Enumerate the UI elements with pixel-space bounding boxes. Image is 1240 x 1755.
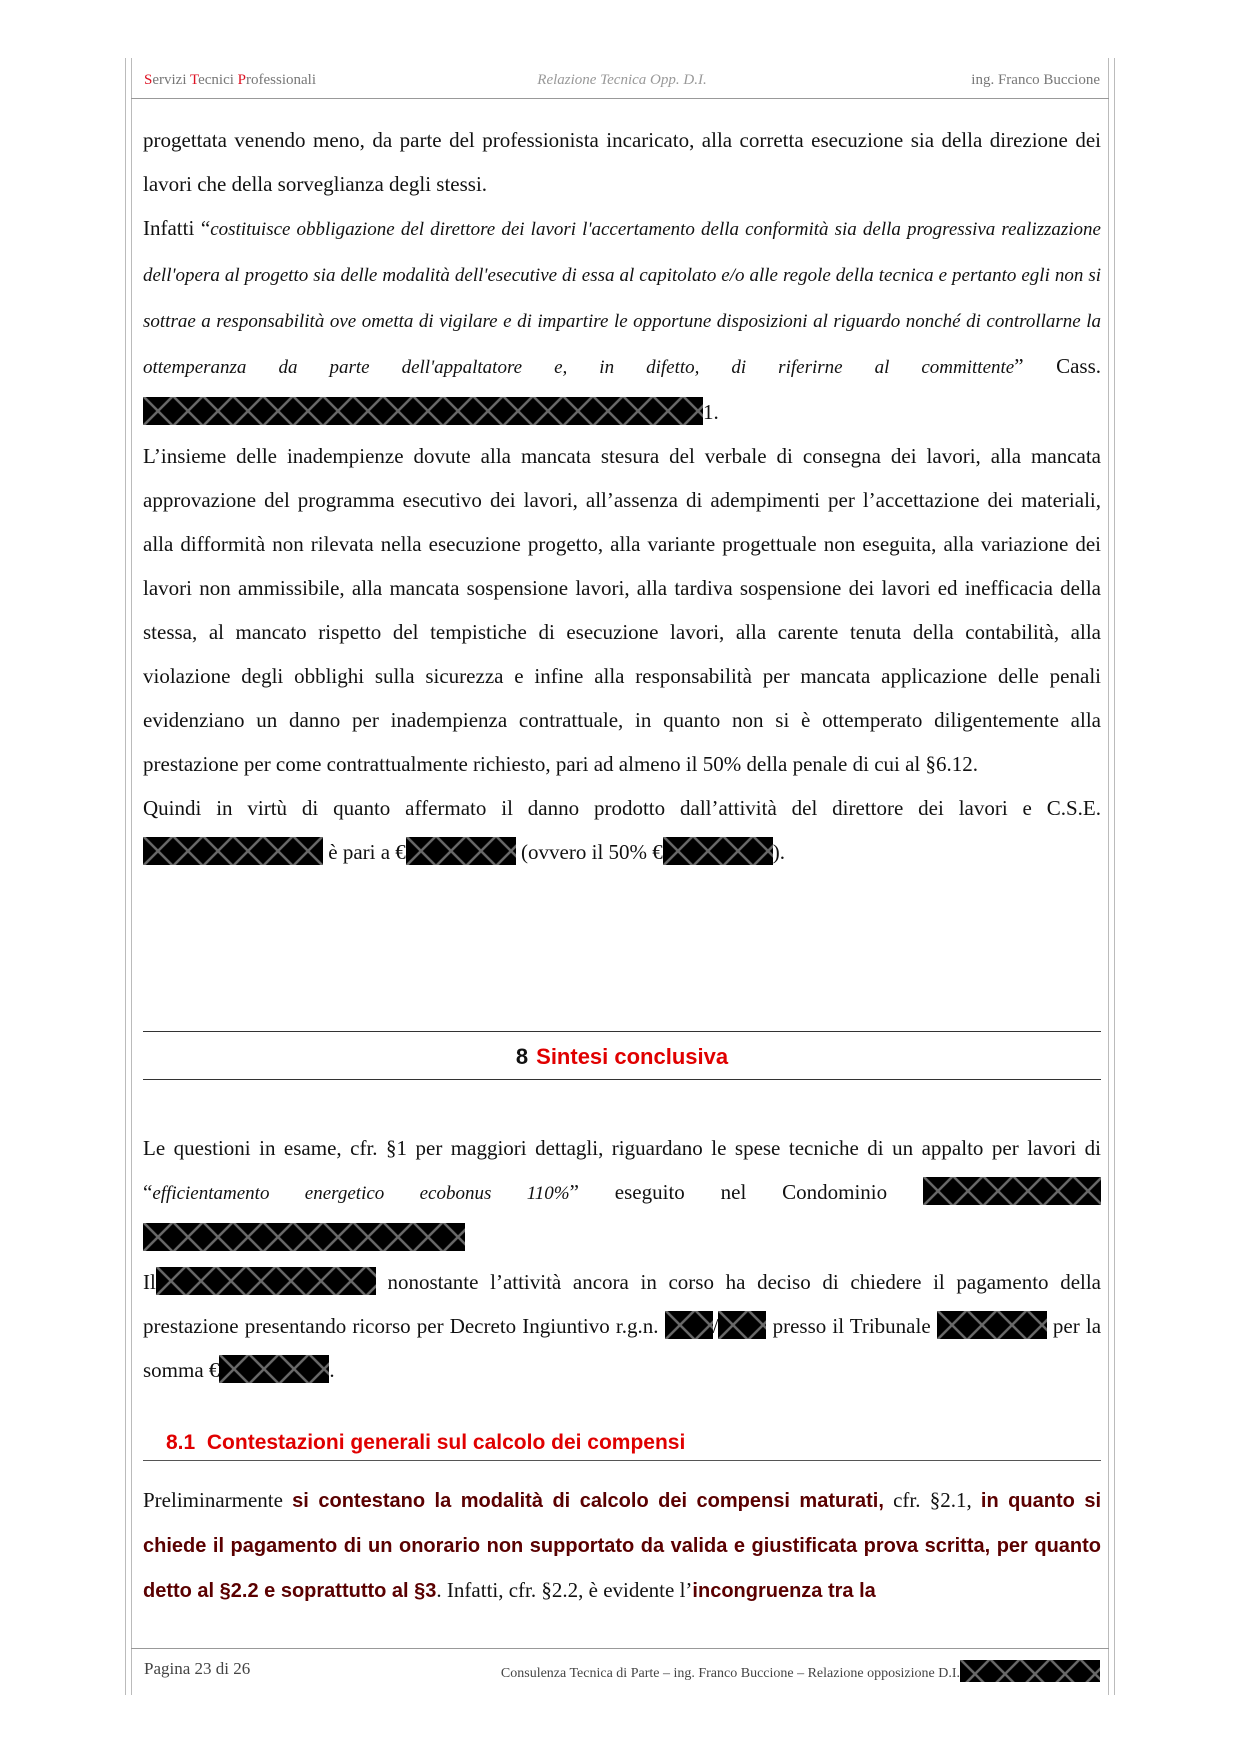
redaction — [665, 1311, 713, 1339]
footer-page-number: Pagina 23 di 26 — [144, 1659, 251, 1678]
quote: costituisce obbligazione del direttore dei lavori l'accertamento della conformità sia della progressiva realizzazione dell'opera al progetto sia delle modalità dell'esecutive di essa al capitolato e/o alle regole della tecnica e pertanto egli non si sottrae a responsabilità ove ometta di vigilare e di impartire le opportune disposizioni al riguardo nonché di controllarne la ottemperanza da parte dell'appaltatore e, in difetto, di riferirne al committente — [143, 219, 1101, 378]
subsection-rule — [143, 1460, 1101, 1461]
header-author: ing. Franco Buccione — [971, 72, 1100, 88]
redaction — [937, 1311, 1047, 1339]
redaction — [143, 1223, 465, 1251]
paragraph: Il nonostante l’attività ancora in corso ha deciso di chiedere il pagamento della prestazione presentando ricorso per Decreto Ingiuntivo r.g.n. / presso il Tribunale per la somma € . — [143, 1260, 1101, 1392]
redaction — [663, 837, 773, 865]
redaction — [219, 1355, 329, 1383]
footer-document-info: Consulenza Tecnica di Parte – ing. Franco Buccione – Relazione opposizione D.I. — [501, 1660, 1100, 1682]
redaction — [718, 1311, 766, 1339]
section8-body — [143, 1126, 1101, 1392]
subsection-heading: 8.1 Contestazioni generali sul calcolo dei compensi — [166, 1431, 686, 1454]
header-company: Servizi Tecnici Professionali — [144, 72, 316, 88]
footer-rule — [131, 1648, 1109, 1649]
section-rule-bottom — [143, 1079, 1101, 1080]
paragraph: Preliminarmente si contestano la modalità di calcolo dei compensi maturati, cfr. §2.1, in quanto si chiede il pagamento di un onorario non supportato da valida e giustificata prova scritta, per quanto detto al §2.2 e soprattutto al §3. Infatti, cfr. §2.2, è evidente l’incongruenza tra la — [143, 1488, 1101, 1602]
subsection-body — [143, 1478, 1101, 1610]
paragraph-damage: Quindi in virtù di quanto affermato il danno prodotto dall’attività del direttore dei lavori e C.S.E. è pari a € (ovvero il 50% € ). — [143, 796, 1101, 864]
paragraph-citation: Infatti “costituisce obbligazione del direttore dei lavori l'accertamento della conformità sia della progressiva realizzazione dell'opera al progetto sia delle modalità dell'esecutive di essa al capitolato e/o alle regole della tecnica e pertanto egli non si sottrae a responsabilità ove ometta di vigilare e di impartire le opportune disposizioni al riguardo nonché di controllarne la ottemperanza da parte dell'appaltatore e, in difetto, di riferirne al committente” Cass. 1. — [143, 216, 1101, 424]
section-rule-top — [143, 1031, 1101, 1032]
page-header — [144, 70, 1100, 94]
redaction — [143, 397, 703, 425]
redaction — [923, 1177, 1101, 1205]
paragraph: Le questioni in esame, cfr. §1 per maggiori dettagli, riguardano le spese tecniche di un appalto per lavori di “efficientamento energetico ecobonus 110%” eseguito nel Condominio — [143, 1126, 1101, 1260]
header-rule — [131, 98, 1109, 99]
redaction — [406, 837, 516, 865]
header-document-title: Relazione Tecnica Opp. D.I. — [537, 72, 707, 88]
redaction — [143, 837, 323, 865]
body-text-top — [143, 118, 1101, 874]
paragraph: progettata venendo meno, da parte del professionista incaricato, alla corretta esecuzione sia della direzione dei lavori che della sorveglianza degli stessi. — [143, 128, 1101, 196]
paragraph: L’insieme delle inadempienze dovute alla mancata stesura del verbale di consegna dei lavori, alla mancata approvazione del programma esecutivo dei lavori, all’assenza di adempimenti per l’accettazione dei materiali, alla difformità non rilevata nella esecuzione progetto, alla variante progettuale non eseguita, alla variazione dei lavori non ammissibile, alla mancata sospensione lavori, alla tardiva sospensione dei lavori ed inefficacia della stessa, al mancato rispetto del tempistiche di esecuzione lavori, alla carente tenuta della contabilità, alla violazione degli obblighi sulla sicurezza e infine alla responsabilità per mancata applicazione delle penali evidenziano un danno per inadempienza contrattuale, in quanto non si è ottemperato diligentemente alla prestazione per come contrattualmente richiesto, pari ad almeno il 50% della penale di cui al §6.12. — [143, 444, 1101, 776]
redaction — [156, 1267, 376, 1295]
section-heading: 8 Sintesi conclusiva — [515, 1044, 729, 1069]
redaction — [960, 1660, 1100, 1682]
